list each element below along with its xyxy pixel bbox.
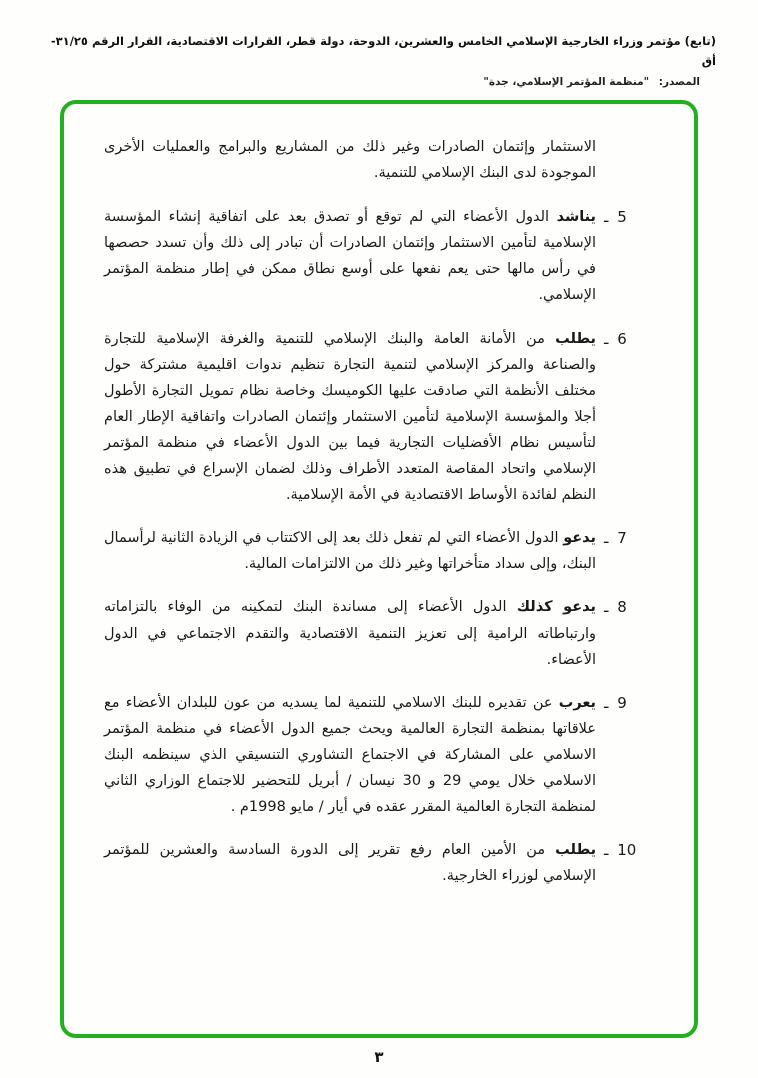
item-dash: ـ bbox=[604, 841, 609, 860]
resolution-item-7 bbox=[104, 525, 652, 577]
item-lead: يعرب bbox=[558, 694, 597, 711]
item-text: من الأمانة العامة والبنك الإسلامي للتنمية والغرفة الإسلامية للتجارة والصناعة والمركز الإسلامي لتنمية التجارة تنظيم ندوات اقليمية مشتركة حول مختلف الأنظمة التي صادقت عليها الكوميسك وخاصة نظام تمويل التجارة الأطول أجلا والمؤسسة الإسلامية لتأمين الاستثمار وإئتمان الصادرات واتفاقية الإطار العام لتأسيس نظام الأفضليات التجارية فيما بين الدول الأعضاء في منظمة المؤتمر الإسلامي واتحاد المقاصة المتعدد الأطراف وذلك لضمان الإسراع في تطبيق هذه النظم لفائدة الأوساط الاقتصادية في الأمة الإسلامية. bbox=[104, 330, 596, 504]
item-number: 6 bbox=[617, 329, 627, 348]
item-number: 9 bbox=[617, 693, 627, 712]
item-lead: يدعو كذلك bbox=[516, 599, 597, 616]
item-text: الدول الأعضاء التي لم توقع أو تصدق بعد على اتفاقية إنشاء المؤسسة الإسلامية لتأمين الاستثمار وإئتمان الصادرات أن تبادر إلى ذلك وأن تسدد حصصها في رأس مالها حتى يعم نفعها على أوسع نطاق ممكن في إطار منظمة المؤتمر الإسلامي. bbox=[104, 209, 596, 304]
item-text: الدول الأعضاء إلى مساندة البنك لتمكينه من الوفاء بالتزاماته وارتباطاته الرامية إلى تعزيز التنمية الاقتصادية والتقدم الاجتماعي في الدول الأعضاء. bbox=[104, 599, 596, 668]
item-number: 8 bbox=[617, 598, 627, 617]
item-paragraph bbox=[104, 690, 596, 820]
item-dash: ـ bbox=[604, 598, 609, 617]
item-text: الدول الأعضاء التي لم تفعل ذلك بعد إلى الاكتتاب في الزيادة الثانية لرأسمال البنك، وإلى سداد متأخراتها وغير ذلك من الالتزامات المالية. bbox=[104, 530, 596, 573]
item-paragraph bbox=[104, 204, 596, 308]
item-marker bbox=[596, 525, 652, 577]
item-marker bbox=[596, 690, 652, 820]
item-lead: يطلب bbox=[555, 842, 597, 859]
item-marker bbox=[596, 204, 652, 308]
item-paragraph bbox=[104, 594, 596, 672]
resolution-item-5 bbox=[104, 204, 652, 308]
item-text: عن تقديره للبنك الاسلامي للتنمية لما يسديه من عون للبلدان الأعضاء مع علاقاتها بمنظمة التجارة العالمية ويحث جميع الدول الأعضاء في منظمة المؤتمر الاسلامي على المشاركة في الاجتماع التشاوري التنسيقي الذي سينظمه البنك الاسلامي خلال يومي 29 و 30 نيسان / أبريل للتحضير للاجتماع الوزاري الثاني لمنظمة التجارة العالمية المقرر عقده في أيار / مايو 1998م . bbox=[104, 694, 596, 816]
item-number: 5 bbox=[617, 208, 627, 227]
resolution-item-9 bbox=[104, 690, 652, 820]
item-number: 10 bbox=[617, 841, 637, 860]
item-dash: ـ bbox=[604, 329, 609, 348]
header-source bbox=[38, 76, 716, 88]
item-lead: يدعو bbox=[563, 530, 597, 547]
content-frame bbox=[60, 100, 698, 1038]
item-lead: يناشد bbox=[556, 209, 597, 226]
item-paragraph bbox=[104, 837, 596, 889]
resolution-item-8 bbox=[104, 594, 652, 672]
item-dash: ـ bbox=[604, 208, 609, 227]
resolution-item-6 bbox=[104, 326, 652, 509]
item-marker bbox=[596, 326, 652, 509]
page-number: ٣ bbox=[374, 1048, 384, 1066]
source-label: المصدر: bbox=[658, 76, 700, 89]
item-lead: يطلب bbox=[555, 330, 596, 347]
item-marker bbox=[596, 594, 652, 672]
header-title: (تابع) مؤتمر وزراء الخارجية الإسلامي الخامس والعشرين، الدوحة، دولة قطر، القرارات الاقتصادية، القرار الرقم ٣١/٢٥-أق bbox=[50, 34, 716, 68]
intro-paragraph: الاستثمار وإئتمان الصادرات وغير ذلك من المشاريع والبرامج والعمليات الأخرى الموجودة لدى البنك الإسلامي للتنمية. bbox=[104, 139, 596, 182]
item-marker bbox=[596, 837, 652, 889]
item-text: من الأمين العام رفع تقرير إلى الدورة السادسة والعشرين للمؤتمر الإسلامي لوزراء الخارجية. bbox=[104, 842, 596, 885]
item-paragraph bbox=[104, 326, 596, 509]
item-dash: ـ bbox=[604, 529, 609, 548]
item-number: 7 bbox=[617, 529, 627, 548]
source-value: "منظمة المؤتمر الإسلامي، جدة" bbox=[483, 76, 650, 89]
item-paragraph bbox=[104, 525, 596, 577]
resolution-item-10 bbox=[104, 837, 652, 889]
page-header bbox=[38, 32, 716, 88]
item-dash: ـ bbox=[604, 693, 609, 712]
